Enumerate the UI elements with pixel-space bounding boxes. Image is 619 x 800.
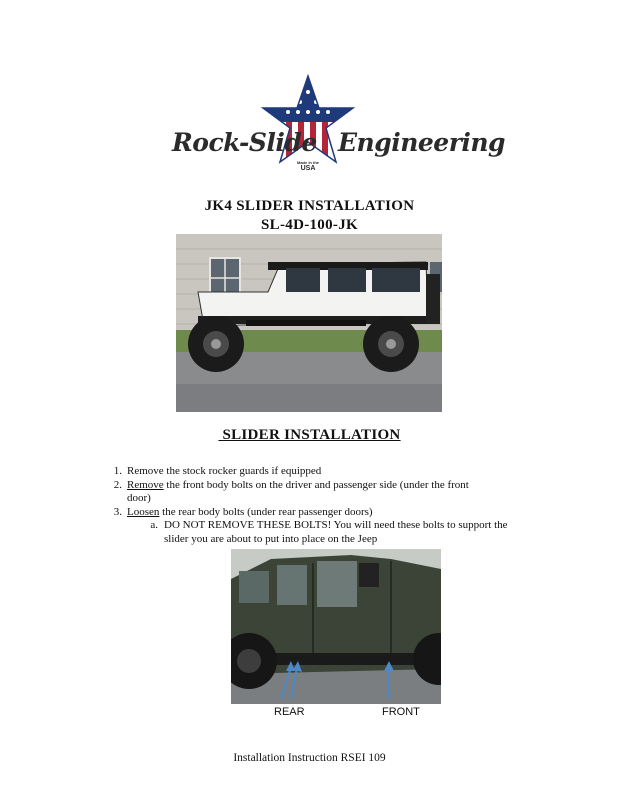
jeep-side-photo	[176, 234, 442, 412]
step-number: 3.	[113, 506, 122, 518]
step-text	[127, 506, 373, 519]
step-verb: Loosen	[127, 506, 160, 518]
step-number: 1.	[113, 465, 122, 477]
footer-text: Installation Instruction RSEI 109	[233, 752, 386, 764]
logo-text-left: Rock-Slide	[172, 128, 317, 157]
logo-badge-line2: USA	[300, 165, 316, 172]
step-text: Remove the stock rocker guards if equipped	[127, 465, 322, 477]
step-verb: Remove	[127, 479, 164, 491]
part-number: SL-4D-100-JK	[261, 217, 358, 233]
logo-badge	[295, 160, 321, 172]
step-rest: the rear body bolts (under rear passenger doors)	[159, 506, 373, 518]
document-title: JK4 SLIDER INSTALLATION	[204, 198, 415, 214]
substep-line1: DO NOT REMOVE THESE BOLTS! You will need these bolts to support the	[164, 519, 508, 531]
substep-line2: slider you are about to put into place on the Jeep	[164, 533, 378, 545]
step-continuation: door)	[127, 492, 151, 504]
step-rest: the front body bolts on the driver and passenger side (under the front	[163, 479, 469, 491]
company-logo	[170, 72, 506, 182]
logo-badge-line1: Made in the	[296, 160, 319, 165]
star-flag-icon	[258, 72, 358, 172]
logo-text-right: Engineering	[338, 128, 506, 157]
section-heading: SLIDER INSTALLATION	[218, 427, 401, 443]
jeep-bolts-photo	[231, 549, 441, 704]
substep-letter: a.	[150, 519, 158, 531]
front-label: FRONT	[382, 706, 420, 718]
step-text	[127, 479, 469, 492]
rear-label: REAR	[274, 706, 305, 718]
step-number: 2.	[113, 479, 122, 491]
